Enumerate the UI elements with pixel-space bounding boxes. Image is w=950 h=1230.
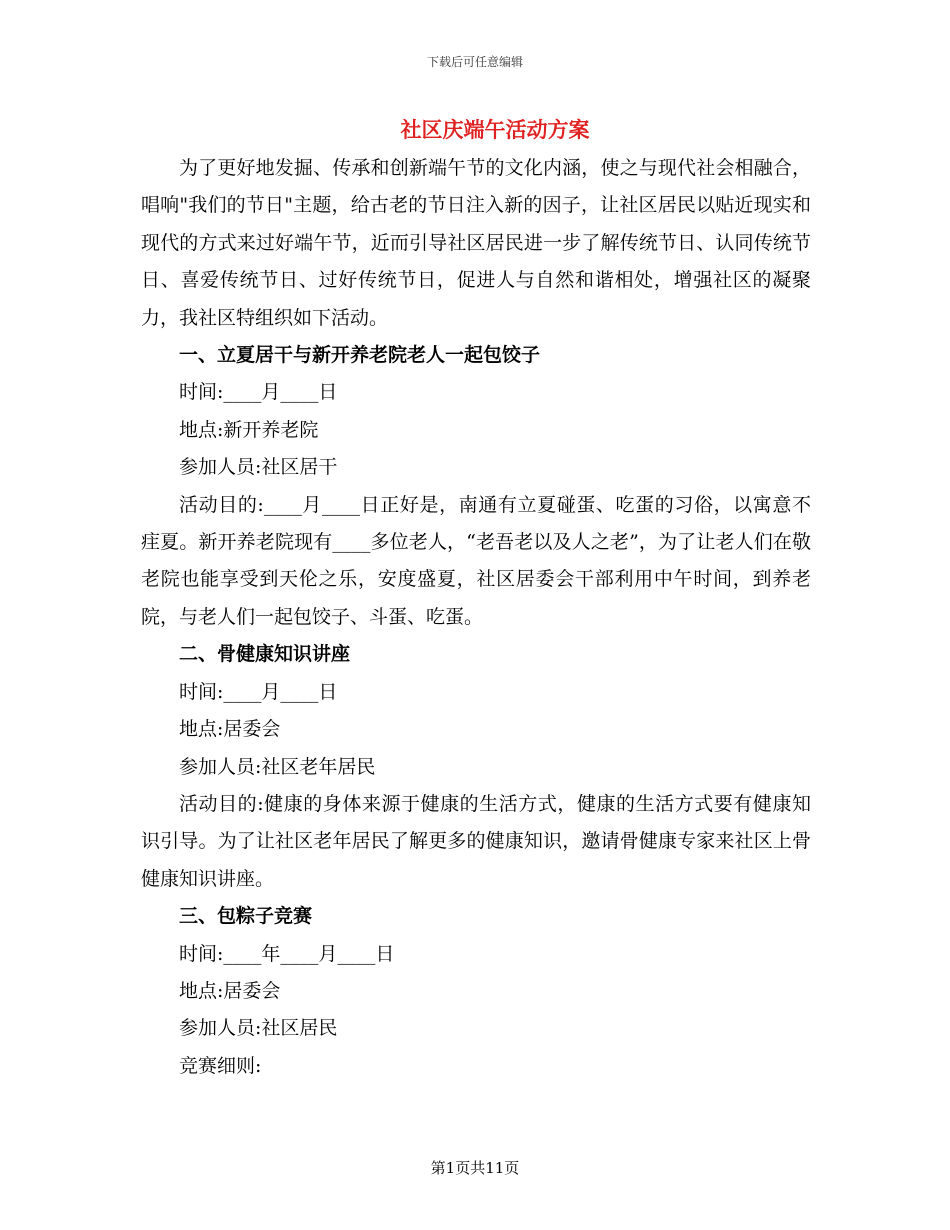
section-2-time: 时间:____月____日 <box>179 680 338 703</box>
section-1-time: 时间:____月____日 <box>179 381 338 404</box>
section-3-participants: 参加人员:社区居民 <box>179 1017 338 1040</box>
section-3-time: 时间:____年____月____日 <box>179 942 395 965</box>
page-indicator: 第1页共11页 <box>430 1159 520 1177</box>
section-2-participants: 参加人员:社区老年居民 <box>179 755 376 778</box>
section-3-rules: 竞赛细则: <box>179 1054 262 1077</box>
section-2-place: 地点:居委会 <box>179 718 281 741</box>
section-3-place: 地点:居委会 <box>179 979 281 1002</box>
intro-paragraph: 为了更好地发掘、传承和创新端午节的文化内涵，使之与现代社会相融合，唱响"我们的节日"主题，给古老的节日注入新的因子，让社区居民以贴近现实和现代的方式来过好端午节，近而引导社区居民进一步了解传统节日、认同传统节日、喜爱传统节日、过好传统节日，促进人与自然和谐相处，增强社区的凝聚力，我社区特组织如下活动。 <box>141 157 811 329</box>
document-title: 社区庆端午活动方案 <box>400 117 590 142</box>
section-1-heading: 一、立夏居干与新开养老院老人一起包饺子 <box>179 344 541 367</box>
section-1-purpose: 活动目的:____月____日正好是，南通有立夏碰蛋、吃蛋的习俗，以寓意不疰夏。新开养老院现有____多位老人，“老吾老以及人之老”，为了让老人们在敬老院也能享受到天伦之乐，安度盛夏，社区居委会干部利用中午时间，到养老院，与老人们一起包饺子、斗蛋、吃蛋。 <box>141 493 811 628</box>
section-3-heading: 三、包粽子竞赛 <box>179 905 313 928</box>
document-body <box>141 150 811 1085</box>
header-note: 下载后可任意编辑 <box>426 55 523 69</box>
section-1-place: 地点:新开养老院 <box>179 418 319 441</box>
section-2-purpose: 活动目的:健康的身体来源于健康的生活方式，健康的生活方式要有健康知识引导。为了让社区老年居民了解更多的健康知识，邀请骨健康专家来社区上骨健康知识讲座。 <box>141 792 811 890</box>
section-1-participants: 参加人员:社区居干 <box>179 456 338 479</box>
section-2-heading: 二、骨健康知识讲座 <box>179 643 351 666</box>
